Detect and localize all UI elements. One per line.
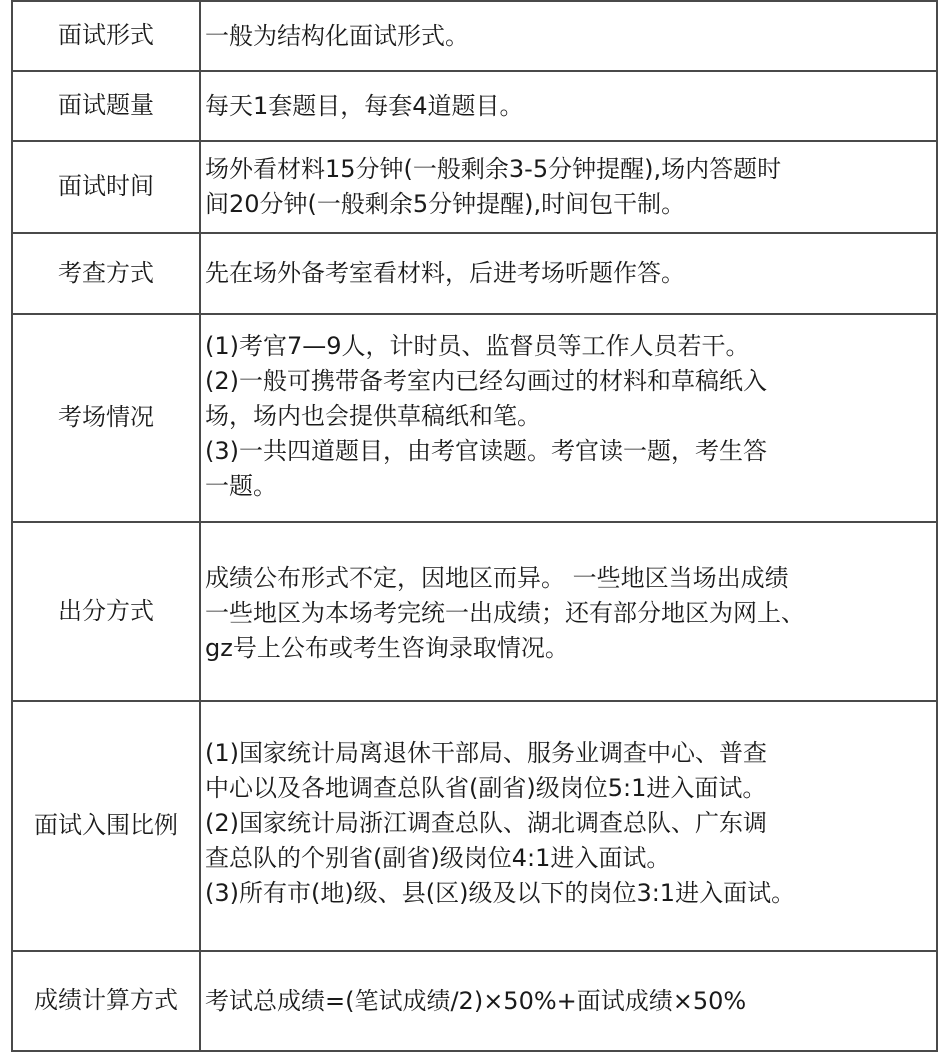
row-label-interview-time: 面试时间 [12,141,200,233]
row-label-exam-room-situation: 考场情况 [12,314,200,522]
row-content-interview-format [200,1,937,71]
content-line: (1)考官7—9人，计时员、监督员等工作人员若干。 [205,332,750,360]
content-line: (3)一共四道题目，由考官读题。考官读一题，考生答 [205,437,767,465]
table-row [12,951,937,1051]
content-line: 间20分钟(一般剩余5分钟提醒),时间包干制。 [205,190,686,218]
row-label-interview-format: 面试形式 [12,1,200,71]
row-label-score-release: 出分方式 [12,522,200,701]
content-line: 成绩公布形式不定，因地区而异。 一些地区当场出成绩 [205,564,789,592]
content-line: 场外看材料15分钟(一般剩余3-5分钟提醒),场内答题时 [205,155,782,183]
content-line: 先在场外备考室看材料，后进考场听题作答。 [205,259,685,287]
row-label-interview-ratio: 面试入围比例 [12,701,200,951]
row-label-assessment-method: 考查方式 [12,233,200,314]
exam-info-table [11,0,938,1052]
content-line: 每天1套题目，每套4道题目。 [205,91,524,120]
content-line: 一题。 [205,472,277,500]
row-content-question-count [200,71,937,141]
row-content-assessment-method [200,233,937,314]
exam-info-table-body [12,1,937,1051]
table-row [12,71,937,141]
content-line: (2)一般可携带备考室内已经勾画过的材料和草稿纸入 [205,367,767,395]
row-content-exam-room-situation [200,314,937,522]
row-content-interview-time [200,141,937,233]
content-line: 一般为结构化面试形式。 [205,21,469,50]
content-line: gz号上公布或考生咨询录取情况。 [205,634,569,662]
content-line: 考试总成绩=(笔试成绩/2)×50%+面试成绩×50% [205,986,747,1015]
table-row [12,522,937,701]
content-line: 查总队的个别省(副省)级岗位4:1进入面试。 [205,844,671,872]
table-row [12,314,937,522]
content-line: (2)国家统计局浙江调查总队、湖北调查总队、广东调 [205,809,767,837]
content-line: 一些地区为本场考完统一出成绩；还有部分地区为网上、 [205,599,805,627]
table-row [12,233,937,314]
row-label-score-calculation: 成绩计算方式 [12,951,200,1051]
content-line: 场，场内也会提供草稿纸和笔。 [205,402,541,430]
content-line: (3)所有市(地)级、县(区)级及以下的岗位3:1进入面试。 [205,879,796,907]
row-label-question-count: 面试题量 [12,71,200,141]
table-row [12,141,937,233]
content-line: (1)国家统计局离退休干部局、服务业调查中心、普查 [205,739,767,767]
table-row [12,701,937,951]
content-line: 中心以及各地调查总队省(副省)级岗位5:1进入面试。 [205,774,767,802]
table-row [12,1,937,71]
row-content-interview-ratio [200,701,937,951]
row-content-score-release [200,522,937,701]
row-content-score-calculation [200,951,937,1051]
